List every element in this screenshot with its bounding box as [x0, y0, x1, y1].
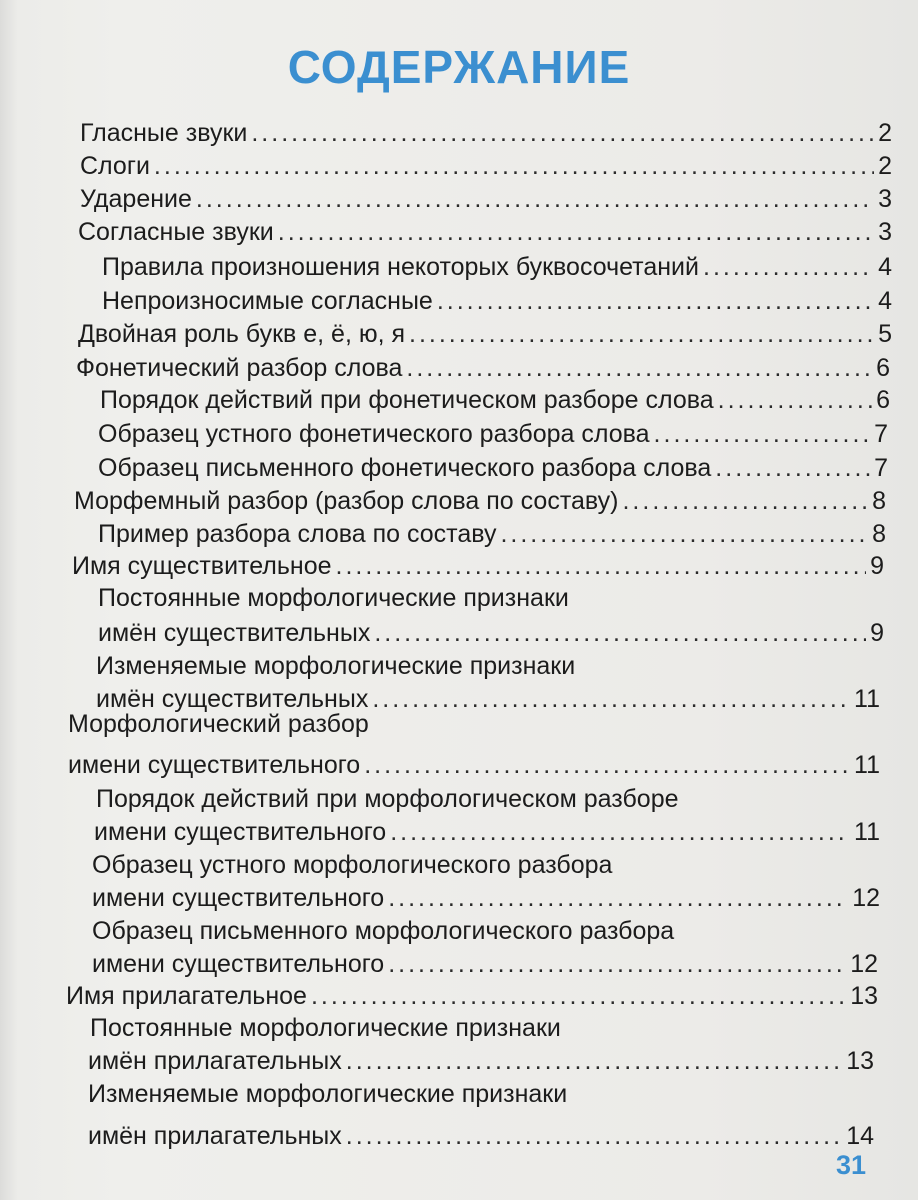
toc-entry — [98, 452, 888, 488]
toc-entry-page: 5 — [878, 320, 892, 348]
toc-entry — [76, 352, 890, 388]
toc-entry-label: Имя существительное — [72, 552, 332, 580]
toc-entry-label: имён существительных — [96, 685, 369, 713]
toc-entry — [72, 550, 884, 586]
leader-dots — [718, 384, 872, 416]
toc-entry — [88, 1120, 874, 1156]
leader-dots — [409, 318, 874, 350]
toc-entry-label: имени существительного — [68, 751, 361, 779]
toc-entry-page: 9 — [870, 619, 884, 647]
toc-entry-page: 2 — [878, 119, 892, 147]
toc-entry — [78, 318, 892, 354]
toc-entry — [94, 816, 880, 852]
leader-dots — [364, 749, 850, 781]
toc-entry — [68, 749, 880, 785]
toc-entry-page: 12 — [852, 884, 880, 912]
toc-entry — [92, 882, 880, 918]
toc-entry-label: имени существительного — [92, 950, 385, 978]
toc-entry-page: 8 — [872, 487, 886, 515]
leader-dots — [437, 285, 874, 317]
toc-entry-page: 7 — [874, 454, 888, 482]
page-number: 31 — [835, 1150, 866, 1180]
leader-dots — [346, 1045, 842, 1077]
toc-entry — [78, 216, 892, 252]
leader-dots — [622, 485, 868, 517]
toc-entry-label: Согласные звуки — [78, 218, 274, 246]
toc-entry-page: 13 — [846, 1047, 874, 1075]
toc-entry-label-line1: Постоянные морфологические признаки — [98, 584, 569, 612]
leader-dots — [388, 948, 846, 980]
toc-entry-page: 13 — [850, 982, 878, 1010]
toc-entry-label: Образец устного фонетического разбора слова — [98, 420, 650, 448]
leader-dots — [336, 550, 867, 582]
leader-dots — [372, 683, 850, 715]
toc-entry — [98, 617, 884, 653]
toc-entry — [98, 518, 886, 554]
leader-dots — [346, 1120, 842, 1152]
toc-entry-page: 6 — [876, 386, 890, 414]
toc-entry — [66, 980, 878, 1016]
toc-entry — [80, 183, 892, 219]
toc-entry-label-line1: Изменяемые морфологические признаки — [88, 1080, 568, 1108]
toc-entry — [80, 117, 892, 153]
toc-entry-page: 12 — [850, 950, 878, 978]
leader-dots — [374, 617, 866, 649]
toc-entry-page: 11 — [854, 818, 880, 846]
toc-entry-label: Двойная роль букв е, ё, ю, я — [78, 320, 406, 348]
toc-entry — [102, 285, 892, 321]
toc-entry-label: имени существительного — [94, 818, 387, 846]
toc-entry-page: 4 — [878, 253, 892, 281]
toc-entry-label: Морфемный разбор (разбор слова по составу) — [74, 487, 619, 515]
toc-entry-page: 8 — [872, 520, 886, 548]
toc-entry-label: Правила произношения некоторых буквосочетаний — [102, 253, 699, 281]
toc-entry-label: Гласные звуки — [80, 119, 248, 147]
toc-entry-page: 11 — [854, 751, 880, 779]
toc-entry-label-line1: Порядок действий при морфологическом разборе — [96, 785, 679, 813]
toc-entry-page: 2 — [878, 152, 892, 180]
leader-dots — [196, 183, 874, 215]
leader-dots — [500, 518, 868, 550]
toc-entry-label: Пример разбора слова по составу — [98, 520, 497, 548]
toc-entry-label: Ударение — [80, 185, 192, 213]
toc-entry-label: имён прилагательных — [88, 1047, 342, 1075]
toc-entry-page: 4 — [878, 287, 892, 315]
toc-entry-label: Образец письменного фонетического разбора слова — [98, 454, 712, 482]
toc-entry-page: 3 — [878, 218, 892, 246]
toc-entry-label-line1: Постоянные морфологические признаки — [90, 1014, 561, 1042]
toc-entry-label: имён существительных — [98, 619, 371, 647]
toc-entry — [74, 485, 886, 521]
leader-dots — [311, 980, 846, 1012]
toc-entry-page: 11 — [854, 685, 880, 713]
toc-entry-page: 3 — [878, 185, 892, 213]
toc-entry-page: 6 — [876, 354, 890, 382]
toc-entry-label-line1: Образец устного морфологического разбора — [92, 851, 613, 879]
leader-dots — [388, 882, 848, 914]
toc-entry — [80, 150, 892, 186]
toc-entry-label: Порядок действий при фонетическом разборе слова — [100, 386, 714, 414]
leader-dots — [278, 216, 874, 248]
leader-dots — [406, 352, 872, 384]
toc-entry-label-line1: Морфологический разбор — [68, 710, 369, 738]
toc-entry-label: Имя прилагательное — [66, 982, 307, 1010]
toc-entry-label-line1: Образец письменного морфологического разбора — [92, 917, 675, 945]
toc-entry — [102, 251, 892, 287]
toc-entry-label: имени существительного — [92, 884, 385, 912]
leader-dots — [703, 251, 874, 283]
toc-entry-label: Непроизносимые согласные — [102, 287, 433, 315]
toc-entry — [100, 384, 890, 420]
toc-entry — [98, 418, 888, 454]
toc-entry — [88, 1045, 874, 1081]
leader-dots — [390, 816, 850, 848]
leader-dots — [715, 452, 870, 484]
toc-entry-label-line1: Изменяемые морфологические признаки — [96, 652, 576, 680]
toc-entry-label: Слоги — [80, 152, 150, 180]
leader-dots — [154, 150, 874, 182]
toc-entry — [92, 948, 878, 984]
toc-entry-page: 14 — [846, 1122, 874, 1150]
toc-entry-label: имён прилагательных — [88, 1122, 342, 1150]
page-title: СОДЕРЖАНИЕ — [287, 41, 631, 93]
leader-dots — [251, 117, 874, 149]
toc-entry-page: 9 — [870, 552, 884, 580]
leader-dots — [654, 418, 871, 450]
toc-entry-page: 7 — [874, 420, 888, 448]
toc-entry-label: Фонетический разбор слова — [76, 354, 403, 382]
